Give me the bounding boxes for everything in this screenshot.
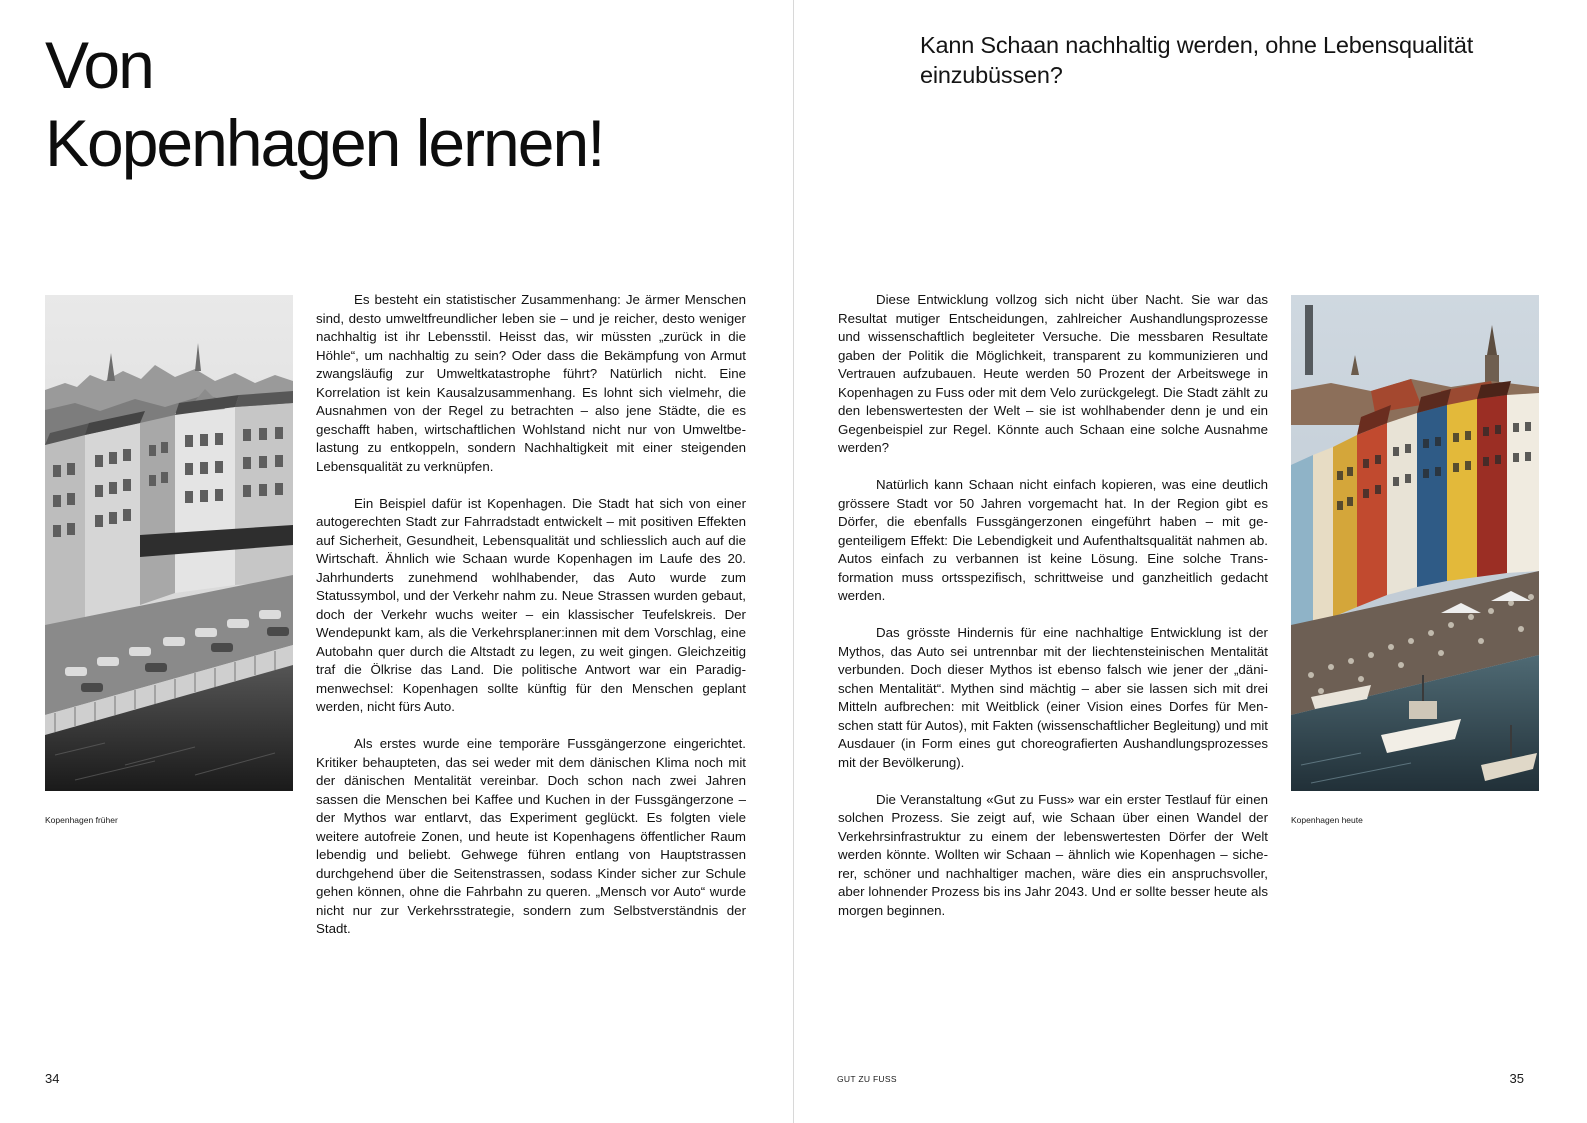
headline-line-2: Kopenhagen lernen! [45,106,604,180]
photo-caption-today: Kopenhagen heute [1291,815,1363,825]
paragraph: Die Veranstaltung «Gut zu Fuss» war ein erster Testlauf für einen solchen Prozess. Sie zeigt auf, wie Schaan über einen Wandel der Verkehrsinfrastruktur zu einem der lebenswertesten Dörfer der Welt werden könnte. Wollten wir Schaan – ähnlich wie Kopenhagen – sicherer, schöner und nachhaltiger machen, wäre dies ein anspruchsvoller, aber lohnender Prozess bis ins Jahr 2043. Und er sollte besser heute als morgen beginnen. [838,791,1268,918]
paragraph: Als erstes wurde eine temporäre Fussgängerzone eingerichtet. Kritiker behaupteten, das sei weder mit dem dänischen Klima noch mit der dänischen Mentalität vereinbar. Doch schon nach zwei Jahren sassen die Menschen bei Kaffee und Kuchen in der Fussgängerzone – der Mythos war entlarvt, das Experiment geglückt. Es folgten viele weitere autofreie Zonen, und heute ist Kopenhagens öffentlicher Raum lebendig und beliebt. Gehwege führen entlang von Hauptstrassen durchgehend über die Seitenstrassen, sodass Kinder sicher zur Schule gehen können, ohne die Fahrbahn zu queren. „Mensch vor Auto“ wurde nicht nur zur Verkehrsstrategie, sondern zum Selbstverständnis der Stadt. [316,736,746,936]
paragraph: Natürlich kann Schaan nicht einfach kopieren, was eine deutlich grössere Stadt vor 50 Jahren vorgemacht hat. In der Region gibt es Dörfer, die ebenfalls Fussgängerzonen eingeführt haben – mit gegenteiligem Effekt: Die Lebendigkeit und Aufenthaltsqualität nahmen ab. Autos einfach zu verbannen ist keine Lösung. Eine solche Transformation muss ortsspezifisch, schrittweise und ganzheitlich gedacht werden. [838,477,1268,603]
paragraph: Diese Entwicklung vollzog sich nicht über Nacht. Sie war das Resultat mutiger Entscheidungen, zahlreicher Aushandlungsprozesse und wissenschaftlich begleiteter Versuche. Die messbaren Resultate gaben der Politik die Möglichkeit, transparent zu kommunizieren und Vertrauen aufzubauen. Heute werden 50 Prozent der Arbeitswege in Kopenhagen zu Fuss oder mit dem Velo zurückgelegt. Die Stadt zählt zu den lebenswertesten der Welt – sie ist wohlhabender denn je und ein Gegenbeispiel zur Regel. Könnte auch Schaan eine solche Ausnahme werden? [838,292,1268,455]
page-number-right: 35 [1509,1071,1524,1086]
running-head: GUT ZU FUSS [837,1074,897,1084]
paragraph: Es besteht ein statistischer Zusammenhang: Je ärmer Menschen sind, desto umweltfreundlicher leben sie – und je reicher, desto weniger nachhaltig ist ihr Lebensstil. Heisst das, wir müssten „zurück in die Höhle“, um nachhaltig zu sein? Oder dass die Bekämpfung von Armut zwangsläufig zur Umweltkatastrophe führt? Natürlich nicht. Eine Korrelation ist kein Kausalzusammenhang. Es lohnt sich vielmehr, die Ausnahmen von der Regel zu betrachten – also jene Städte, die es geschafft haben, wirtschaftlichen Wohlstand nicht nur von Umweltbelastung zu entkoppeln, sondern Nachhaltigkeit mit einer steigenden Lebensqualität zu verknüpfen. [316,292,746,474]
photo-caption-past: Kopenhagen früher [45,815,118,825]
photo-copenhagen-today [1291,295,1539,791]
left-page [0,0,793,1123]
body-column-left [316,291,746,957]
page-number-left: 34 [45,1071,60,1086]
right-page [794,0,1587,1123]
photo-copenhagen-past [45,295,293,791]
paragraph: Das grösste Hindernis für eine nachhaltige Entwicklung ist der Mythos, das Auto sei untrennbar mit der liechtensteinischen Mentalität verbunden. Doch dieser Mythos ist ebenso falsch wie jener der „dänischen Mentalität“. Mythen sind mächtig – aber sie lassen sich mit drei Mitteln aufbrechen: mit Weitblick (einer Vision eines Dorfes für Menschen statt für Autos), mit Fakten (wissenschaftlicher Begleitung) und mit Ausdauer (in Form eines gut choreografierten Aushandlungsprozesses mit der Bevölkerung). [838,625,1268,770]
page-headline [45,26,604,182]
body-column-right [838,291,1268,939]
paragraph: Ein Beispiel dafür ist Kopenhagen. Die Stadt hat sich von einer autogerechten Stadt zur Fahrradstadt entwickelt – mit positiven Effekten auf Sicherheit, Gesundheit, Lebensqualität und schliesslich auch auf die Wirtschaft. Ähnlich wie Schaan wurde Kopenhagen im Laufe des 20. Jahrhunderts zunehmend wohlhabender, das Auto wurde zum Statussymbol, und der Verkehr nahm zu. Neue Strassen wurden gebaut, doch der Verkehr wuchs weiter – ein klassischer Teufelskreis. Der Wendepunkt kam, als die Verkehrsplaner:innen mit dem Vorschlag, eine Autobahn quer durch die Altstadt zu legen, zu weit gingen. Gleichzeitig traf die Ölkrise das Land. Die politische Antwort war ein Paradigmenwechsel: Kopenhagen sollte künftig für den Menschen geplant werden, nicht fürs Auto. [316,495,746,714]
headline-line-1: Von [45,28,153,102]
page-subheadline: Kann Schaan nachhaltig werden, ohne Lebensqualität einzubüssen? [920,32,1474,88]
